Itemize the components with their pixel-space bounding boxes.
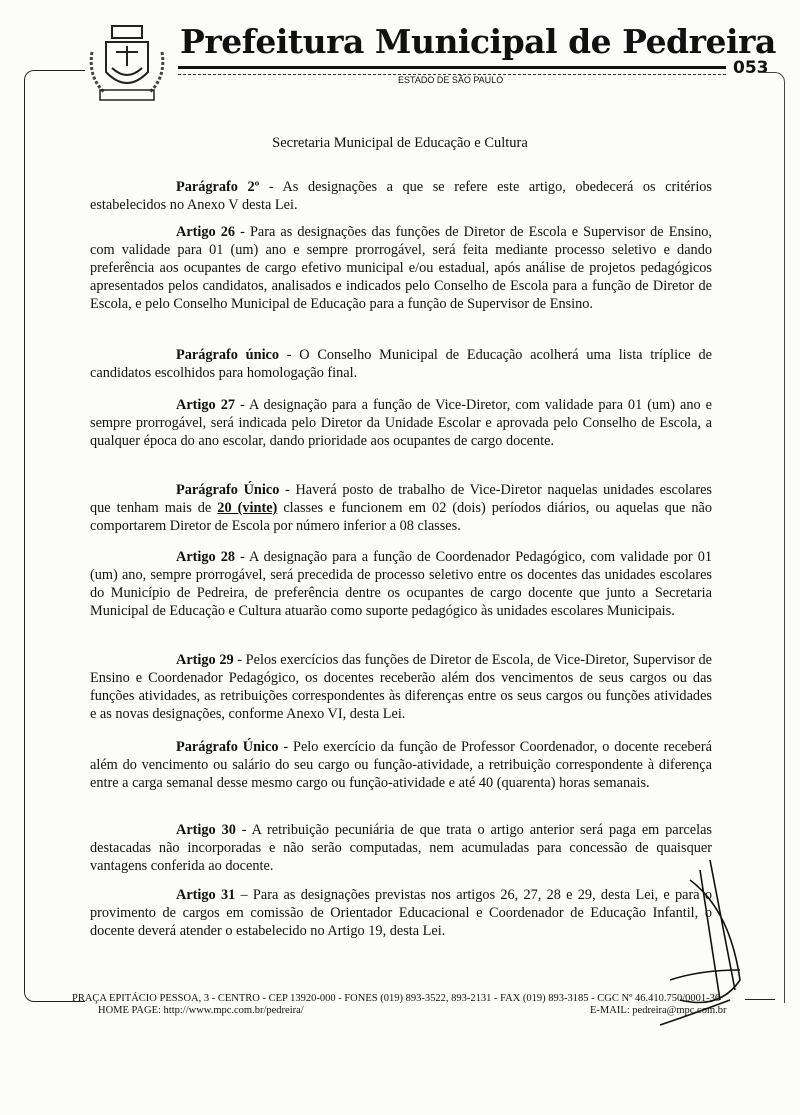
footer-email: E-MAIL: pedreira@mpc.com.br	[590, 1005, 727, 1016]
article-31: Artigo 31 – Para as designações previstas nos artigos 26, 27, 28 e 29, desta Lei, e para o provimento de cargos em comissão de Orientador Educacional e Coordenador de Educação Infantil, o docente deverá atender o estabelecido no Artigo 19, desta Lei.	[90, 887, 712, 939]
page-frame-right	[760, 72, 785, 1003]
header-rule	[178, 66, 726, 75]
municipal-seal-icon	[86, 22, 168, 106]
page-frame-left	[24, 70, 85, 1002]
article-29: Artigo 29 - Pelos exercícios das funções de Diretor de Escola, de Vice-Diretor, Supervisor de Ensino e Coordenador Pedagógico, os docentes receberão além dos vencimentos de seus cargos ou das funções atividades, as retribuições correspondentes às diferenças entre os seus cargos ou funções atividades e as novas designações, conforme Anexo VI, desta Lei.	[90, 652, 712, 722]
footer-address: PRAÇA EPITÁCIO PESSOA, 3 - CENTRO - CEP 13920-000 - FONES (019) 893-3522, 893-2131 - FAX (019) 893-3185 - CGC Nº 46.410.750/0001-36	[72, 993, 721, 1004]
article-27: Artigo 27 - A designação para a função de Vice-Diretor, com validade para 01 (um) ano e sempre prorrogável, será indicada pelo Diretor da Unidade Escolar e aprovada pelo Conselho de Escola, a qualquer época do ano escolar, dando prioridade aos ocupantes de cargo docente.	[90, 397, 712, 449]
article-29-sole-paragraph: Parágrafo Único - Pelo exercício da função de Professor Coordenador, o docente receberá além do vencimento ou salário do seu cargo ou função-atividade, a retribuição correspondente à diferença entre a carga semanal desse mesmo cargo ou função-atividade e até 40 (quarenta) horas semanais.	[90, 739, 712, 791]
footer-rule	[745, 999, 775, 1000]
article-28: Artigo 28 - A designação para a função de Coordenador Pedagógico, com validade por 01 (um) ano, sempre prorrogável, será precedida de processo seletivo entre os docentes das unidades escolares do Município de Pedreira, de preferência dentre os ocupantes de cargo docente que junto a Secretaria Municipal de Educação e Cultura atuarão como suporte pedagógico às unidades escolares Municipais.	[90, 549, 712, 619]
page-number: 053	[733, 58, 769, 78]
department-heading: Secretaria Municipal de Educação e Cultura	[272, 135, 528, 151]
paragraph-2: Parágrafo 2º - As designações a que se refere este artigo, obedecerá os critérios estabelecidos no Anexo V desta Lei.	[90, 179, 712, 213]
state-label: ESTADO DE SÃO PAULO	[398, 75, 504, 85]
article-26: Artigo 26 - Para as designações das funções de Diretor de Escola e Supervisor de Ensino, com validade para 01 (um) ano e sempre prorrogável, será feita mediante processo seletivo e dando preferência aos ocupantes de cargo efetivo municipal e/ou estadual, após análise de projetos pedagógicos apresentados pelos candidatos, analisados e indicados pelo Conselho de Escola para a função de Diretor de Escola, e pelo Conselho Municipal de Educação para a função de Supervisor de Ensino.	[90, 224, 712, 312]
footer-homepage: HOME PAGE: http://www.mpc.com.br/pedreira/	[98, 1005, 304, 1016]
document-title: Prefeitura Municipal de Pedreira	[180, 22, 776, 61]
article-30: Artigo 30 - A retribuição pecuniária de que trata o artigo anterior será paga em parcelas destacadas não incorporadas e não serão computadas, nem acumuladas para concessão de quaisquer vantagens conferida ao docente.	[90, 822, 712, 874]
article-26-sole-paragraph: Parágrafo único - O Conselho Municipal de Educação acolherá uma lista tríplice de candidatos escolhidos para homologação final.	[90, 347, 712, 381]
article-27-sole-paragraph: Parágrafo Único - Haverá posto de trabalho de Vice-Diretor naquelas unidades escolares que tenham mais de 20 (vinte) classes e funcionem em 02 (dois) períodos diários, ou aquelas que não comportarem Diretor de Escola por número inferior a 08 classes.	[90, 482, 713, 534]
